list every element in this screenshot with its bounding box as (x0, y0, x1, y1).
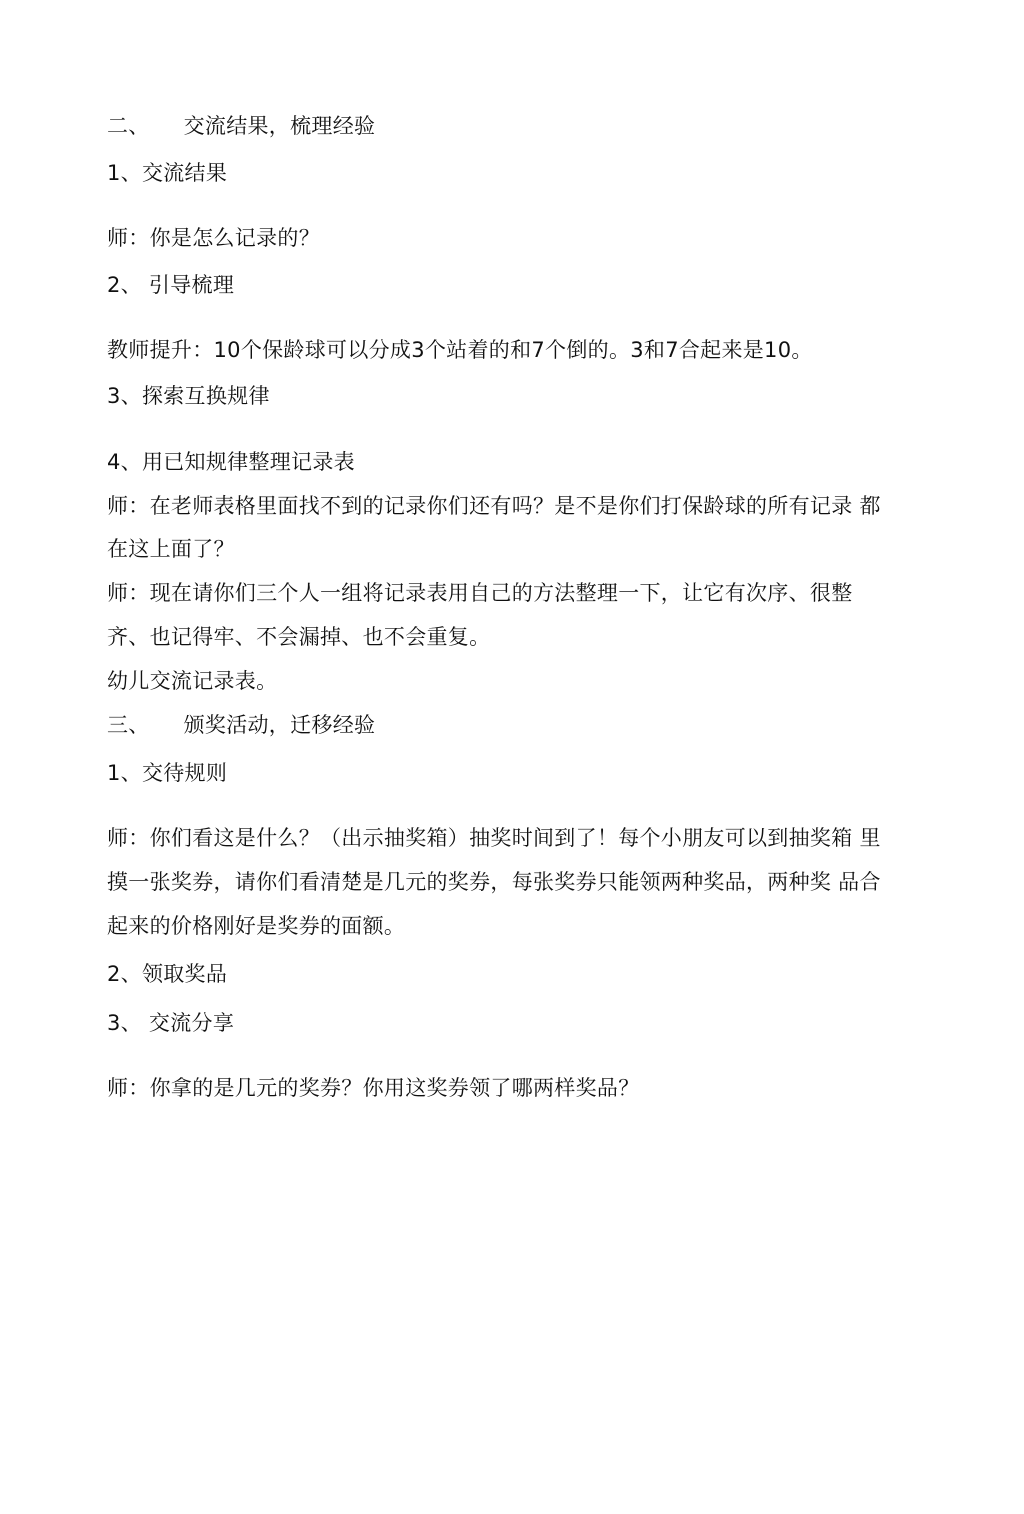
teacher-instruction-line-2: 齐、也记得牢、不会漏掉、也不会重复。 (107, 625, 491, 649)
item-3-explore: 3、探索互换规律 (107, 384, 270, 408)
section-3-number: 三、 (107, 713, 150, 737)
section-2-title: 交流结果，梳理经验 (183, 114, 376, 138)
item-2-guide: 2、 引导梳理 (107, 273, 235, 297)
teacher-rules-line-3: 起来的价格刚好是奖券的面额。 (107, 914, 406, 938)
section-3-heading (107, 713, 927, 737)
teacher-question-ticket: 师：你拿的是几元的奖券？你用这奖券领了哪两样奖品？ (107, 1076, 640, 1100)
children-exchange: 幼儿交流记录表。 (107, 669, 278, 693)
teacher-question-recording: 师：你是怎么记录的？ (107, 226, 320, 250)
s3-item-3-share: 3、 交流分享 (107, 1011, 235, 1035)
teacher-question-missing-line-2: 在这上面了？ (107, 537, 235, 561)
s3-item-2-prizes: 2、领取奖品 (107, 962, 228, 986)
teacher-question-missing-line-1: 师：在老师表格里面找不到的记录你们还有吗？是不是你们打保龄球的所有记录 都 (107, 494, 881, 518)
s3-item-1-rules: 1、交待规则 (107, 761, 228, 785)
item-1-exchange-results: 1、交流结果 (107, 161, 228, 185)
teacher-summary: 教师提升：10个保龄球可以分成3个站着的和7个倒的。3和7合起来是10。 (107, 338, 813, 362)
section-3-title: 颁奖活动，迁移经验 (183, 713, 376, 737)
teacher-instruction-line-1: 师：现在请你们三个人一组将记录表用自己的方法整理一下，让它有次序、很整 (107, 581, 853, 605)
section-2-heading (107, 114, 927, 138)
section-2-number: 二、 (107, 114, 150, 138)
teacher-rules-line-1: 师：你们看这是什么？（出示抽奖箱）抽奖时间到了！每个小朋友可以到抽奖箱 里 (107, 826, 881, 850)
item-4-organize: 4、用已知规律整理记录表 (107, 450, 355, 474)
teacher-rules-line-2: 摸一张奖券，请你们看清楚是几元的奖券，每张奖券只能领两种奖品，两种奖 品合 (107, 870, 881, 894)
